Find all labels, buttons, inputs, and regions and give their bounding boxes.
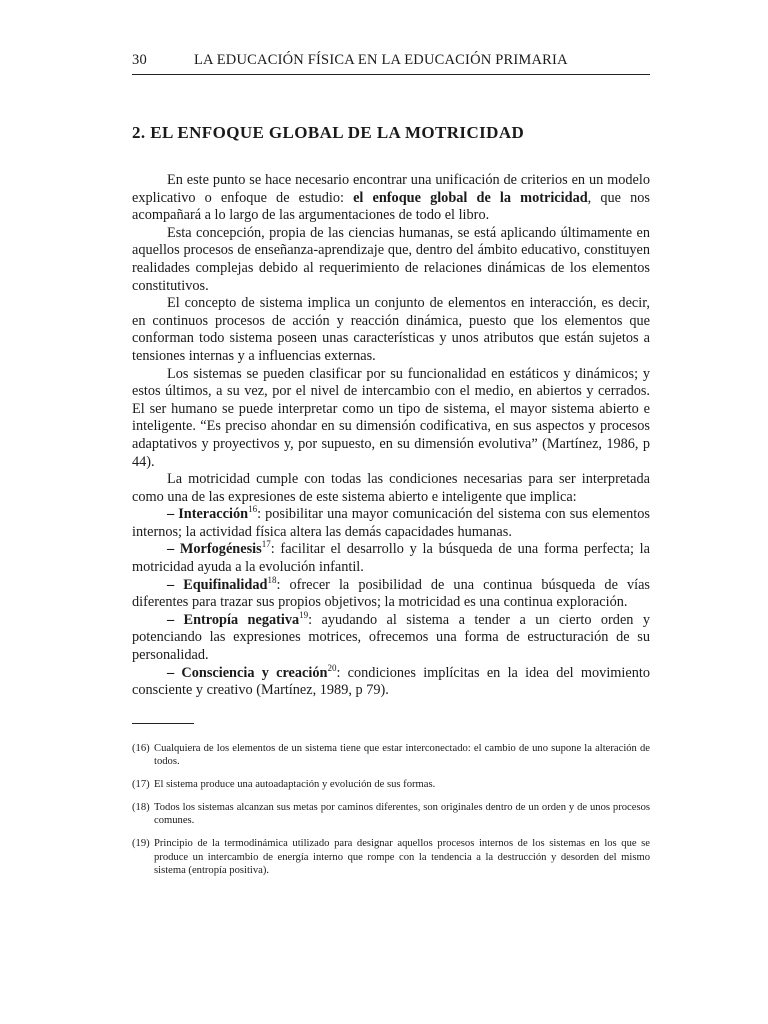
item-term: – Interacción — [167, 506, 249, 523]
list-item — [132, 541, 650, 576]
footnote-divider — [132, 723, 194, 724]
footnote — [132, 778, 650, 791]
item-term: – Consciencia y creación — [167, 664, 328, 681]
footnote-ref: 17 — [261, 539, 271, 550]
paragraph-3: El concepto de sistema implica un conjunto de elementos en interacción, es decir, en continuos procesos de acción y reacción dinámica, puesto que los elementos que conforman todo sistema poseen unas características y unos atributos que están sujetos a tensiones internas y a influencias externas. — [132, 295, 650, 364]
footnote-ref: 19 — [299, 610, 309, 621]
paragraph-2: Esta concepción, propia de las ciencias humanas, se está aplicando últimamente en aquellos procesos de enseñanza-aprendizaje que, dentro del ámbito educativo, constituyen realidades complejas debido al requerimiento de relaciones dinámicas de los elementos constitutivos. — [132, 224, 650, 294]
item-term: – Entropía negativa — [167, 611, 300, 628]
item-term: – Morfogénesis — [167, 541, 262, 558]
body-text — [132, 172, 650, 700]
footnote — [132, 742, 650, 769]
paragraph-1-bold: el enfoque global de la motricidad — [353, 189, 588, 206]
footnote-ref: 16 — [248, 504, 258, 515]
list-item — [132, 662, 650, 700]
list-item — [132, 612, 650, 665]
paragraph-1 — [132, 172, 650, 225]
item-text: : ayudando al sistema a tender a un cierto orden y potenciando las expresiones motrices, ofrecemos una forma de estructuración de su personalidad. — [132, 611, 650, 664]
section-title: 2. EL ENFOQUE GLOBAL DE LA MOTRICIDAD — [132, 123, 525, 142]
footnote-number: (18) — [132, 802, 150, 814]
list-item — [132, 506, 650, 541]
item-term: – Equifinalidad — [167, 576, 268, 593]
footnote-text: Cualquiera de los elementos de un sistema tiene que estar interconectado: el cambio de uno supone la alteración de todos. — [154, 742, 650, 768]
paragraph-5: La motricidad cumple con todas las condiciones necesarias para ser interpretada como una de las expresiones de este sistema abierto e inteligente que implica: — [132, 471, 650, 505]
paragraph-4: Los sistemas se pueden clasificar por su funcionalidad en estáticos y dinámicos; y estos últimos, a su vez, por el nivel de intercambio con el medio, en abiertos y cerrados. El ser humano se puede interpretar como un tipo de sistema, el mayor sistema abierto e inteligente. “Es preciso ahondar en su dimensión codificativa, en sus aspectos y procesos adaptativos y proyectivos y, por supuesto, en su dimensión evolutiva” (Martínez, 1986, p 44). — [132, 365, 650, 470]
footnote-ref: 18 — [267, 574, 277, 585]
item-text: : posibilitar una mayor comunicación del sistema con sus elementos internos; la actividad física altera las demás capacidades humanas. — [132, 506, 650, 540]
item-text: : facilitar el desarrollo y la búsqueda de una forma perfecta; la motricidad ayuda a la evolución infantil. — [132, 541, 650, 576]
paragraph-1-text-b: , que nos acompañará a lo largo de las argumentaciones de todo el libro. — [132, 189, 650, 224]
list-item — [132, 574, 650, 612]
footnote-number: (16) — [132, 742, 150, 754]
running-title: LA EDUCACIÓN FÍSICA EN LA EDUCACIÓN PRIMARIA — [194, 52, 568, 68]
footnote-number: (19) — [132, 838, 150, 850]
footnote-text: Principio de la termodinámica utilizado para designar aquellos procesos internos de los sistemas en los que se produce un intercambio de energía interno que rompe con la tendencia a la destrucción y desorden del mismo sistema (entropía positiva). — [154, 838, 650, 877]
book-page — [132, 52, 650, 887]
footnote-text: El sistema produce una autoadaptación y evolución de sus formas. — [154, 779, 436, 791]
footnote — [132, 801, 650, 828]
footnote-number: (17) — [132, 779, 150, 791]
footnote-text: Todos los sistemas alcanzan sus metas por caminos diferentes, son originales dentro de un orden y de unos procesos comunes. — [154, 802, 650, 827]
item-text: : condiciones implícitas en la idea del movimiento consciente y creativo (Martínez, 1989, p 79). — [132, 664, 650, 699]
paragraph-1-text-a: En este punto se hace necesario encontrar una unificación de criterios en un modelo explicativo o enfoque de estudio: — [132, 172, 650, 206]
footnotes — [132, 742, 650, 878]
footnote-ref: 20 — [327, 662, 337, 673]
item-text: : ofrecer la posibilidad de una continua búsqueda de vías diferentes para trazar sus propios objetivos; la motricidad es una continua exploración. — [132, 576, 650, 611]
footnote — [132, 837, 650, 877]
page-number: 30 — [132, 52, 147, 68]
running-header — [132, 52, 650, 75]
